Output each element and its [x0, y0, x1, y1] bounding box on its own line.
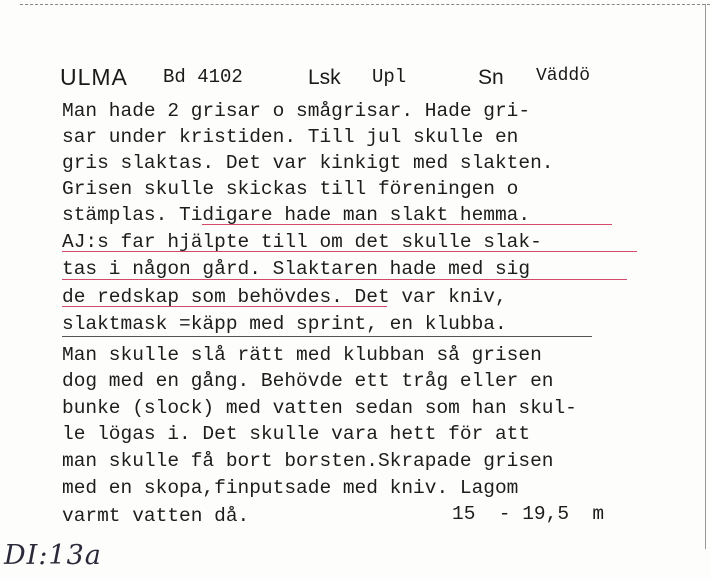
lsk-label: Lsk — [308, 66, 341, 89]
transcript-line: tas i någon gård. Slaktaren hade med sig — [62, 258, 531, 280]
transcript-line: AJ:s far hjälpte till om det skulle slak- — [62, 231, 542, 253]
card-header — [60, 64, 690, 94]
transcript-line: le lögas i. Det skulle vara hett för att — [62, 423, 531, 445]
red-underline — [62, 251, 637, 252]
sn-label: Sn — [478, 66, 504, 89]
transcript-line: sar under kristiden. Till jul skulle en — [62, 126, 519, 148]
archive-name: ULMA — [60, 64, 128, 90]
handwritten-signature: DI:13a — [4, 540, 102, 571]
parish: Väddö — [536, 66, 591, 86]
transcript-line: dog med en gång. Behövde ett tråg eller en — [62, 370, 554, 392]
transcript-line: stämplas. Tidigare hade man slakt hemma. — [62, 204, 531, 226]
page-range: 15 - 19,5 m — [452, 503, 605, 525]
transcript-line: med en skopa,finputsade med kniv. Lagom — [62, 477, 519, 499]
record-number: Bd 4102 — [163, 66, 243, 88]
province: Upl — [372, 66, 407, 88]
red-underline — [62, 279, 627, 280]
card-right-edge — [705, 4, 706, 549]
transcript-line: Man skulle slå rätt med klubban så grisen — [62, 344, 542, 366]
card-top-edge — [20, 4, 710, 5]
transcript-line: gris slaktas. Det var kinkigt med slakten. — [62, 152, 554, 174]
transcript-line: bunke (slock) med vatten sedan som han skul- — [62, 397, 577, 419]
transcript-line: Grisen skulle skickas till föreningen o — [62, 178, 519, 200]
transcript-line: Man hade 2 grisar o smågrisar. Hade gri- — [62, 100, 531, 122]
transcript-line: de redskap som behövdes. Det var kniv, — [62, 286, 507, 308]
red-underline — [62, 306, 387, 307]
transcript-line: man skulle få bort borsten.Skrapade grisen — [62, 450, 554, 472]
transcript-line: slaktmask =käpp med sprint, en klubba. — [62, 313, 507, 335]
red-underline — [202, 224, 612, 225]
transcript-line: varmt vatten då. — [62, 505, 250, 527]
ink-underline — [62, 336, 592, 337]
